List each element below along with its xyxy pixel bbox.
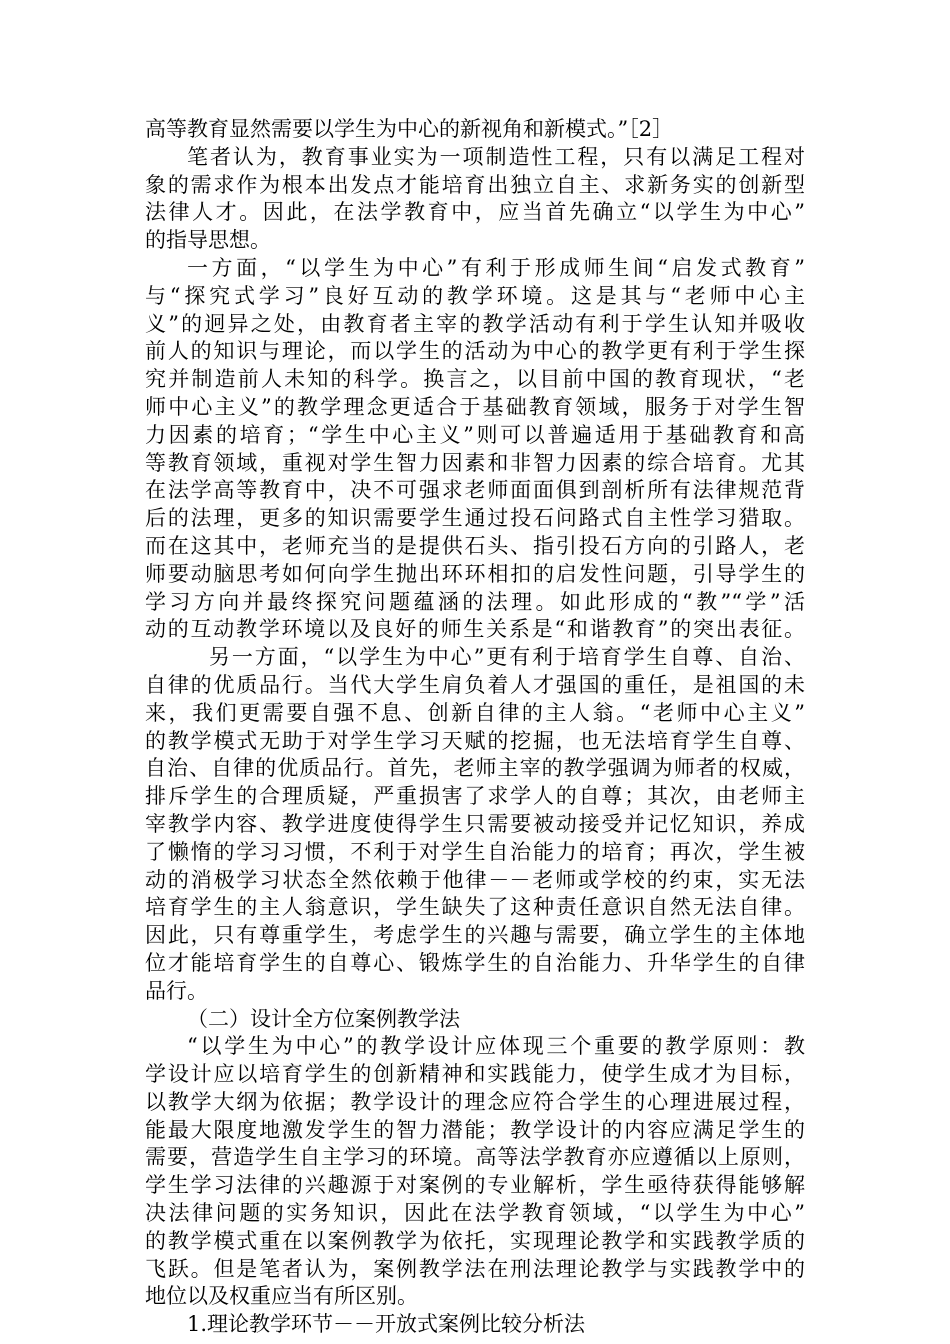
text-line: 笔者认为，教育事业实为一项制造性工程，只有以满足工程对 xyxy=(187,144,805,169)
document-body xyxy=(145,116,805,1339)
text-line: 前人的知识与理论，而以学生的活动为中心的教学更有利于学生探 xyxy=(145,339,805,364)
text-line: 师要动脑思考如何向学生抛出环环相扣的启发性问题，引导学生的 xyxy=(145,561,805,586)
text-line: 排斥学生的合理质疑，严重损害了求学人的自尊；其次，由老师主 xyxy=(145,784,805,809)
text-line: 义”的迥异之处，由教育者主宰的教学活动有利于学生认知并吸收 xyxy=(145,311,805,336)
text-line: 自治、自律的优质品行。首先，老师主宰的教学强调为师者的权威， xyxy=(145,756,805,781)
text-line: “以学生为中心”的教学设计应体现三个重要的教学原则：教 xyxy=(187,1034,805,1059)
text-line: 品行。 xyxy=(145,978,208,1003)
text-line: 了懒惰的学习习惯，不利于对学生自治能力的培育；再次，学生被 xyxy=(145,839,805,864)
text-line: 的教学模式重在以案例教学为依托，实现理论教学和实践教学质的 xyxy=(145,1228,805,1253)
text-line: 另一方面，“以学生为中心”更有利于培育学生自尊、自治、 xyxy=(209,645,805,670)
text-line: 一方面，“以学生为中心”有利于形成师生间“启发式教育” xyxy=(187,255,805,280)
text-line: 究并制造前人未知的科学。换言之，以目前中国的教育现状，“老 xyxy=(145,367,805,392)
text-line: 学生学习法律的兴趣源于对案例的专业解析，学生亟待获得能够解 xyxy=(145,1173,805,1198)
text-line: 以教学大纲为依据；教学设计的理念应符合学生的心理进展过程， xyxy=(145,1089,805,1114)
text-line: 动的消极学习状态全然依赖于他律－－老师或学校的约束，实无法 xyxy=(145,867,805,892)
text-line: 自律的优质品行。当代大学生肩负着人才强国的重任，是祖国的未 xyxy=(145,672,805,697)
text-line: 因此，只有尊重学生，考虑学生的兴趣与需要，确立学生的主体地 xyxy=(145,923,805,948)
text-line: 象的需求作为根本出发点才能培育出独立自主、求新务实的创新型 xyxy=(145,172,805,197)
text-line: 在法学高等教育中，决不可强求老师面面俱到剖析所有法律规范背 xyxy=(145,478,805,503)
text-line: （二）设计全方位案例教学法 xyxy=(187,1006,460,1031)
text-line: 飞跃。但是笔者认为，案例教学法在刑法理论教学与实践教学中的 xyxy=(145,1256,805,1281)
text-line: 而在这其中，老师充当的是提供石头、指引投石方向的引路人，老 xyxy=(145,533,805,558)
text-line: 学习方向并最终探究问题蕴涵的法理。如此形成的“教”“学”活 xyxy=(145,589,805,614)
text-line: 力因素的培育；“学生中心主义”则可以普遍适用于基础教育和高 xyxy=(145,422,805,447)
text-line: 培育学生的主人翁意识，学生缺失了这种责任意识自然无法自律。 xyxy=(145,895,805,920)
text-line: 后的法理，更多的知识需要学生通过投石问路式自主性学习猎取。 xyxy=(145,506,805,531)
text-line: 需要，营造学生自主学习的环境。高等法学教育亦应遵循以上原则， xyxy=(145,1145,805,1170)
text-line: 来，我们更需要自强不息、创新自律的主人翁。“老师中心主义” xyxy=(145,700,805,725)
text-line: 决法律问题的实务知识，因此在法学教育领域，“以学生为中心” xyxy=(145,1201,805,1226)
text-line: 宰教学内容、教学进度使得学生只需要被动接受并记忆知识，养成 xyxy=(145,811,805,836)
text-line: 与“探究式学习”良好互动的教学环境。这是其与“老师中心主 xyxy=(145,283,805,308)
text-line: 高等教育显然需要以学生为中心的新视角和新模式。”［2］ xyxy=(145,117,674,141)
text-line: 能最大限度地激发学生的智力潜能；教学设计的内容应满足学生的 xyxy=(145,1117,805,1142)
text-line: 的指导思想。 xyxy=(145,228,271,253)
text-line: 的教学模式无助于对学生学习天赋的挖掘，也无法培育学生自尊、 xyxy=(145,728,805,753)
text-line: 1.理论教学环节－－开放式案例比较分析法 xyxy=(187,1312,586,1337)
text-line: 学设计应以培育学生的创新精神和实践能力，使学生成才为目标， xyxy=(145,1062,805,1087)
text-line: 位才能培育学生的自尊心、锻炼学生的自治能力、升华学生的自律 xyxy=(145,950,805,975)
text-line: 动的互动教学环境以及良好的师生关系是“和谐教育”的突出表征。 xyxy=(145,617,805,642)
text-line: 等教育领域，重视对学生智力因素和非智力因素的综合培育。尤其 xyxy=(145,450,805,475)
text-line: 师中心主义”的教学理念更适合于基础教育领域，服务于对学生智 xyxy=(145,394,805,419)
text-line: 地位以及权重应当有所区别。 xyxy=(145,1284,418,1309)
text-line: 法律人才。因此，在法学教育中，应当首先确立“以学生为中心” xyxy=(145,200,805,225)
